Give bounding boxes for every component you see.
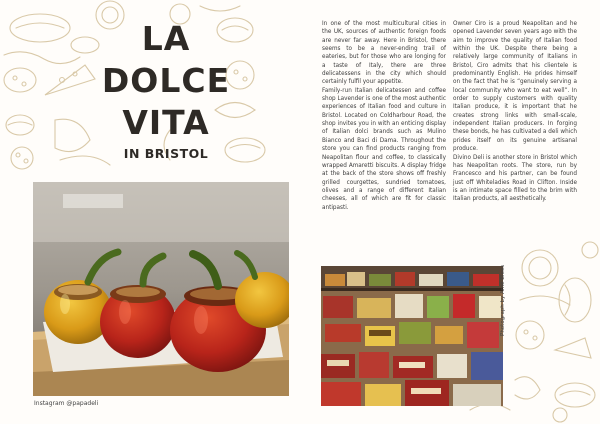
column-2-paragraph-1: Owner Ciro is a proud Neapolitan and he opened Lavender seven years ago with the aim to improve the quality of Italian food within the UK. Despite there being a relatively large community of Italians in Bristol, Ciro admits that his clientele is predominantly English. He prides himself on the fact that he is “genuinely serving a local community who want to eat well”. In order to supply customers with quality Italian produce, it is important that he creates strong links with small-scale, independent Italian producers. In forging these bonds, he has cultivated a deli which prides itself on its genuine artisanal produce.	[453, 21, 577, 153]
deli-shelves-photo	[321, 266, 503, 406]
article-title	[96, 18, 236, 161]
left-photo-caption: Instagram @papadeli	[34, 400, 99, 407]
column-1-paragraph-1: In one of the most multicultural cities in the UK, sources of authentic foreign foods are never far away. Here in Bristol, there seems to be a never-ending trail of eateries, but for those who are longing for a taste of Italy, there are three delicatessens in the city which should certainly fulfil your appetite.	[322, 21, 446, 86]
title-line-3: VITA	[122, 103, 210, 142]
article-column-2	[453, 20, 577, 204]
article-column-1	[322, 20, 446, 212]
title-line-2: DOLCE	[101, 61, 231, 100]
stuffed-peppers-photo	[33, 182, 289, 396]
title-line-1: LA	[141, 19, 191, 58]
article-subtitle: IN BRISTOL	[123, 146, 209, 161]
column-2-paragraph-2: Divino Deli is another store in Bristol which has Neapolitan roots. The store, run by Francesco and his partner, can be found just off Whiteladies Road in Clifton. Inside is an intimate space filled to the brim with Italian products, all aesthetically.	[453, 154, 577, 203]
column-1-paragraph-2: Family-run Italian delicatessen and coffee shop Lavender is one of the most authentic experiences of Italian food and culture in Bristol. Located on Coldharbour Road, the shop invites you in with an enticing display of Italian dolci brands such as Mulino Bianco and Baci di Dama. Throughout the store you can find products ranging from Neapolitan flour and coffee, to classically wrapped Amaretti biscuits. A display fridge at the back of the store shows off freshly grilled courgettes, sundried tomatoes, olives and a range of different Italian cheeses, all of which are fit for classic antipasti.	[322, 87, 447, 211]
right-photo-caption: Photograph by Amé Blees	[500, 264, 506, 336]
